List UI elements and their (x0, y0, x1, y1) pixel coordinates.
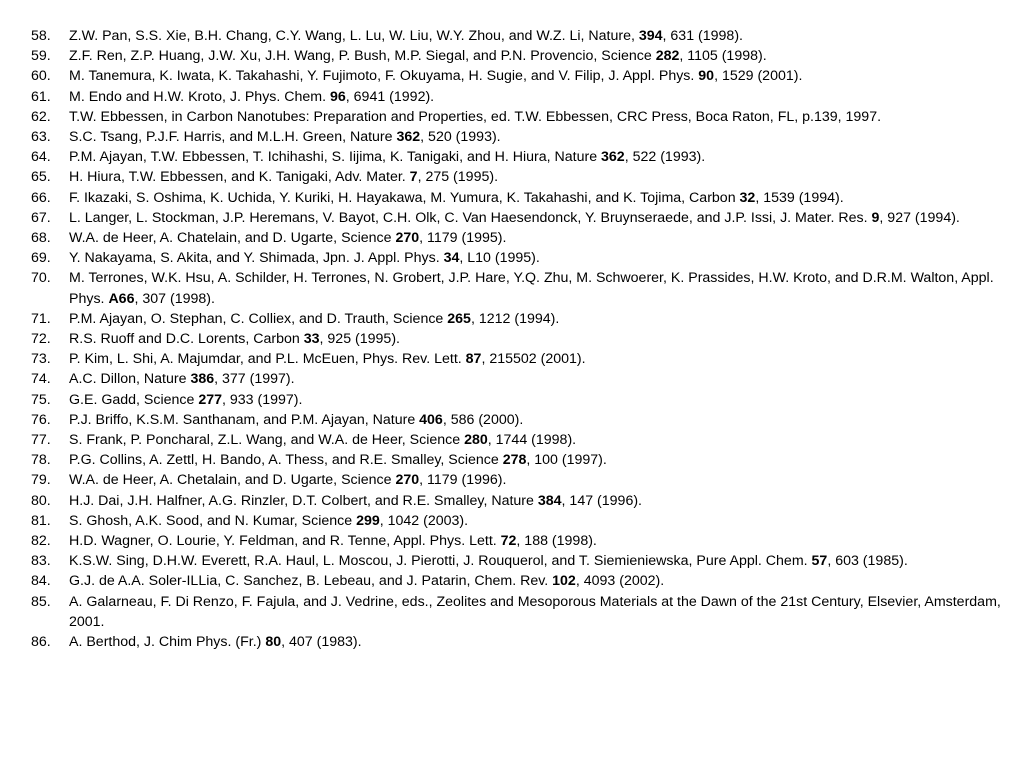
reference-text-segment: G.E. Gadd, Science (69, 391, 199, 408)
reference-item (31, 66, 1006, 86)
reference-text-segment: H.D. Wagner, O. Lourie, Y. Feldman, and R. Tenne, Appl. Phys. Lett. (69, 533, 501, 550)
reference-text (69, 190, 844, 206)
reference-text (69, 452, 607, 468)
reference-item (31, 127, 1006, 147)
reference-number: 68. (31, 230, 51, 247)
reference-text (69, 89, 434, 105)
reference-text-segment: Y. Nakayama, S. Akita, and Y. Shimada, Jpn. J. Appl. Phys. (69, 250, 444, 267)
reference-text-segment: W.A. de Heer, A. Chetalain, and D. Ugarte, Science (69, 472, 396, 489)
reference-item (31, 410, 1006, 430)
reference-number: 82. (31, 533, 51, 550)
reference-text-segment: , 1539 (1994). (755, 189, 844, 206)
reference-text-segment: M. Terrones, W.K. Hsu, A. Schilder, H. Terrones, N. Grobert, J.P. Hare, Y.Q. Zhu, M. Schwoerer, K. Prassides, H.W. Kroto, and D.R.M. Walton, Appl. Phys. (69, 270, 994, 307)
reference-volume: 394 (638, 28, 663, 44)
reference-number: 75. (31, 391, 51, 408)
reference-text-segment: , 933 (1997). (222, 391, 303, 408)
reference-text-segment: , 4093 (2002). (575, 573, 665, 590)
reference-volume: 80 (265, 634, 282, 651)
reference-item (31, 369, 1006, 389)
reference-text-segment: , 1529 (2001). (714, 68, 803, 85)
reference-text-segment: P.J. Briffo, K.S.M. Santhanam, and P.M. Ajayan, Nature (69, 411, 420, 428)
reference-text (69, 573, 664, 589)
reference-text (69, 371, 295, 387)
reference-text-segment: , 377 (1997). (214, 371, 295, 388)
reference-item (31, 531, 1006, 551)
reference-text-segment: , 1105 (1998). (679, 48, 767, 65)
reference-volume: 90 (698, 68, 715, 85)
reference-text-segment: H.J. Dai, J.H. Halfner, A.G. Rinzler, D.T. Colbert, and R.E. Smalley, Nature (69, 492, 538, 509)
reference-volume: A66 (108, 290, 135, 307)
reference-text-segment: Z.F. Ren, Z.P. Huang, J.W. Xu, J.H. Wang, P. Bush, M.P. Siegal, and P.N. Provencio, Science (69, 48, 656, 65)
reference-text (69, 553, 908, 569)
reference-item (31, 309, 1006, 329)
reference-text-segment: , 275 (1995). (417, 169, 499, 186)
reference-text-segment: , 603 (1985). (827, 553, 908, 570)
reference-text-segment: P.M. Ajayan, T.W. Ebbessen, T. Ichihashi, S. Iijima, K. Tanigaki, and H. Hiura, Nature (69, 149, 602, 166)
reference-text (69, 48, 767, 64)
reference-volume: 96 (330, 88, 346, 105)
reference-volume: 362 (396, 129, 421, 146)
reference-volume: 384 (537, 492, 562, 509)
reference-item (31, 491, 1006, 511)
reference-item (31, 26, 1006, 46)
reference-text (69, 351, 586, 367)
reference-item (31, 329, 1006, 349)
reference-item (31, 147, 1006, 167)
reference-text-segment: A. Berthod, J. Chim Phys. (Fr.) (69, 634, 266, 651)
reference-text-segment: , 100 (1997). (526, 452, 607, 469)
reference-text-segment: Z.W. Pan, S.S. Xie, B.H. Chang, C.Y. Wang, L. Lu, W. Liu, W.Y. Zhou, and W.Z. Li, Nature, (69, 28, 639, 44)
reference-text-segment: M. Tanemura, K. Iwata, K. Takahashi, Y. Fujimoto, F. Okuyama, H. Sugie, and V. Filip, J. Appl. Phys. (69, 68, 699, 85)
reference-text-segment: , 927 (1994). (879, 209, 960, 226)
reference-text-segment: , 407 (1983). (281, 634, 362, 651)
reference-text-segment: R.S. Ruoff and D.C. Lorents, Carbon (69, 331, 304, 348)
reference-volume: 278 (502, 452, 527, 469)
reference-text (69, 311, 559, 327)
reference-item (31, 248, 1006, 268)
reference-text-segment: H. Hiura, T.W. Ebbessen, and K. Tanigaki, Adv. Mater. (69, 169, 410, 186)
reference-volume: 299 (356, 512, 380, 529)
reference-volume: 9 (871, 209, 880, 226)
reference-volume: 57 (811, 553, 828, 570)
reference-text-segment: , 188 (1998). (516, 533, 597, 550)
reference-number: 86. (31, 634, 51, 651)
reference-text-segment: , 520 (1993). (420, 129, 501, 146)
reference-item (31, 268, 1006, 308)
reference-volume: 72 (500, 533, 517, 550)
reference-volume: 265 (447, 310, 471, 327)
reference-number: 69. (31, 250, 51, 267)
reference-volume: 362 (601, 149, 625, 166)
reference-number: 84. (31, 573, 51, 590)
reference-number: 61. (31, 88, 51, 105)
reference-text (69, 412, 523, 428)
reference-text (69, 634, 362, 650)
reference-item (31, 390, 1006, 410)
reference-volume: 277 (198, 391, 223, 408)
reference-number: 58. (31, 28, 51, 44)
reference-text-segment: , 1179 (1996). (419, 472, 507, 489)
reference-text-segment: , 6941 (1992). (345, 88, 435, 105)
reference-volume: 87 (465, 351, 482, 368)
reference-text (69, 68, 802, 84)
reference-number: 66. (31, 189, 51, 206)
reference-text-segment: , 1042 (2003). (379, 512, 469, 529)
reference-item (31, 188, 1006, 208)
reference-number: 62. (31, 108, 51, 125)
reference-volume: 102 (552, 573, 576, 590)
reference-text-segment: , 1179 (1995). (419, 230, 507, 247)
reference-number: 71. (31, 310, 51, 327)
reference-item (31, 470, 1006, 490)
reference-volume: 270 (395, 230, 420, 247)
reference-text-segment: A.C. Dillon, Nature (69, 371, 191, 388)
reference-number: 76. (31, 411, 51, 428)
reference-text-segment: S.C. Tsang, P.J.F. Harris, and M.L.H. Green, Nature (69, 129, 397, 146)
reference-volume: 280 (464, 432, 488, 449)
reference-number: 81. (31, 512, 51, 529)
reference-volume: 282 (655, 48, 680, 65)
reference-number: 79. (31, 472, 51, 489)
reference-text-segment: , 215502 (2001). (481, 351, 586, 368)
reference-text (69, 210, 960, 226)
reference-volume: 386 (190, 371, 215, 388)
reference-text-segment: , 1744 (1998). (487, 432, 577, 449)
reference-text (69, 513, 468, 529)
reference-text-segment: P. Kim, L. Shi, A. Majumdar, and P.L. McEuen, Phys. Rev. Lett. (69, 351, 466, 368)
reference-item (31, 87, 1006, 107)
reference-text-segment: S. Frank, P. Poncharal, Z.L. Wang, and W.A. de Heer, Science (69, 432, 465, 449)
reference-text (69, 331, 400, 347)
reference-volume: 406 (419, 411, 443, 428)
reference-text-segment: , 1212 (1994). (470, 310, 560, 327)
reference-text-segment: , 631 (1998). (662, 28, 743, 44)
reference-text (69, 250, 540, 266)
reference-number: 80. (31, 492, 51, 509)
reference-number: 85. (31, 593, 51, 610)
reference-text-segment: , 586 (2000). (442, 411, 524, 428)
reference-text (69, 392, 302, 408)
reference-text-segment: , 307 (1998). (134, 290, 215, 307)
reference-number: 78. (31, 452, 51, 469)
reference-number: 77. (31, 432, 51, 449)
reference-text-segment: M. Endo and H.W. Kroto, J. Phys. Chem. (69, 88, 330, 105)
reference-text (69, 129, 501, 145)
reference-item (31, 592, 1006, 632)
reference-number: 72. (31, 331, 51, 348)
reference-item (31, 228, 1006, 248)
reference-item (31, 167, 1006, 187)
reference-text (69, 432, 576, 448)
reference-text (69, 472, 506, 488)
reference-item (31, 632, 1006, 652)
reference-item (31, 571, 1006, 591)
reference-number: 73. (31, 351, 51, 368)
reference-text (69, 270, 994, 306)
reference-text (69, 594, 1001, 630)
reference-number: 67. (31, 209, 51, 226)
reference-item (31, 450, 1006, 470)
reference-text (69, 493, 642, 509)
reference-text-segment: A. Galarneau, F. Di Renzo, F. Fajula, and J. Vedrine, eds., Zeolites and Mesoporous Materials at the Dawn of the 21st Century, Elsevier, Amsterdam, 2001. (69, 593, 1001, 630)
reference-text-segment: P.M. Ajayan, O. Stephan, C. Colliex, and D. Trauth, Science (69, 310, 448, 327)
reference-text-segment: P.G. Collins, A. Zettl, H. Bando, A. Thess, and R.E. Smalley, Science (69, 452, 503, 469)
reference-number: 60. (31, 68, 51, 85)
reference-volume: 7 (409, 169, 418, 186)
reference-text-segment: G.J. de A.A. Soler-ILLia, C. Sanchez, B. Lebeau, and J. Patarin, Chem. Rev. (69, 573, 553, 590)
reference-text (69, 28, 743, 44)
reference-text-segment: , 925 (1995). (319, 331, 400, 348)
reference-text (69, 149, 705, 165)
reference-number: 83. (31, 553, 51, 570)
reference-text (69, 109, 881, 125)
reference-item (31, 107, 1006, 127)
reference-item (31, 551, 1006, 571)
reference-volume: 33 (303, 331, 320, 348)
reference-text-segment: , 147 (1996). (561, 492, 642, 509)
reference-text-segment: K.S.W. Sing, D.H.W. Everett, R.A. Haul, L. Moscou, J. Pierotti, J. Rouquerol, and T. Siemieniewska, Pure Appl. Chem. (69, 553, 812, 570)
reference-number: 64. (31, 149, 51, 166)
reference-text (69, 230, 506, 246)
reference-list (31, 26, 1006, 652)
reference-item (31, 208, 1006, 228)
reference-volume: 34 (443, 250, 460, 267)
reference-text-segment: W.A. de Heer, A. Chatelain, and D. Ugarte, Science (69, 230, 396, 247)
reference-item (31, 46, 1006, 66)
reference-number: 59. (31, 48, 51, 65)
reference-volume: 32 (739, 189, 756, 206)
reference-item (31, 430, 1006, 450)
reference-text (69, 169, 498, 185)
reference-number: 70. (31, 270, 51, 287)
reference-number: 74. (31, 371, 51, 388)
reference-text-segment: , 522 (1993). (624, 149, 706, 166)
reference-text-segment: F. Ikazaki, S. Oshima, K. Uchida, Y. Kuriki, H. Hayakawa, M. Yumura, K. Takahashi, and K. Tojima, Carbon (69, 189, 740, 206)
reference-text-segment: L. Langer, L. Stockman, J.P. Heremans, V. Bayot, C.H. Olk, C. Van Haesendonck, Y. Bruynseraede, and J.P. Issi, J. Mater. Res. (69, 209, 872, 226)
reference-number: 63. (31, 129, 51, 146)
reference-text-segment: , L10 (1995). (459, 250, 540, 267)
reference-text (69, 533, 597, 549)
reference-number: 65. (31, 169, 51, 186)
reference-volume: 270 (395, 472, 420, 489)
reference-item (31, 511, 1006, 531)
reference-text-segment: S. Ghosh, A.K. Sood, and N. Kumar, Science (69, 512, 357, 529)
reference-item (31, 349, 1006, 369)
reference-text-segment: T.W. Ebbessen, in Carbon Nanotubes: Preparation and Properties, ed. T.W. Ebbessen, CRC Press, Boca Raton, FL, p.139, 1997. (69, 108, 882, 125)
